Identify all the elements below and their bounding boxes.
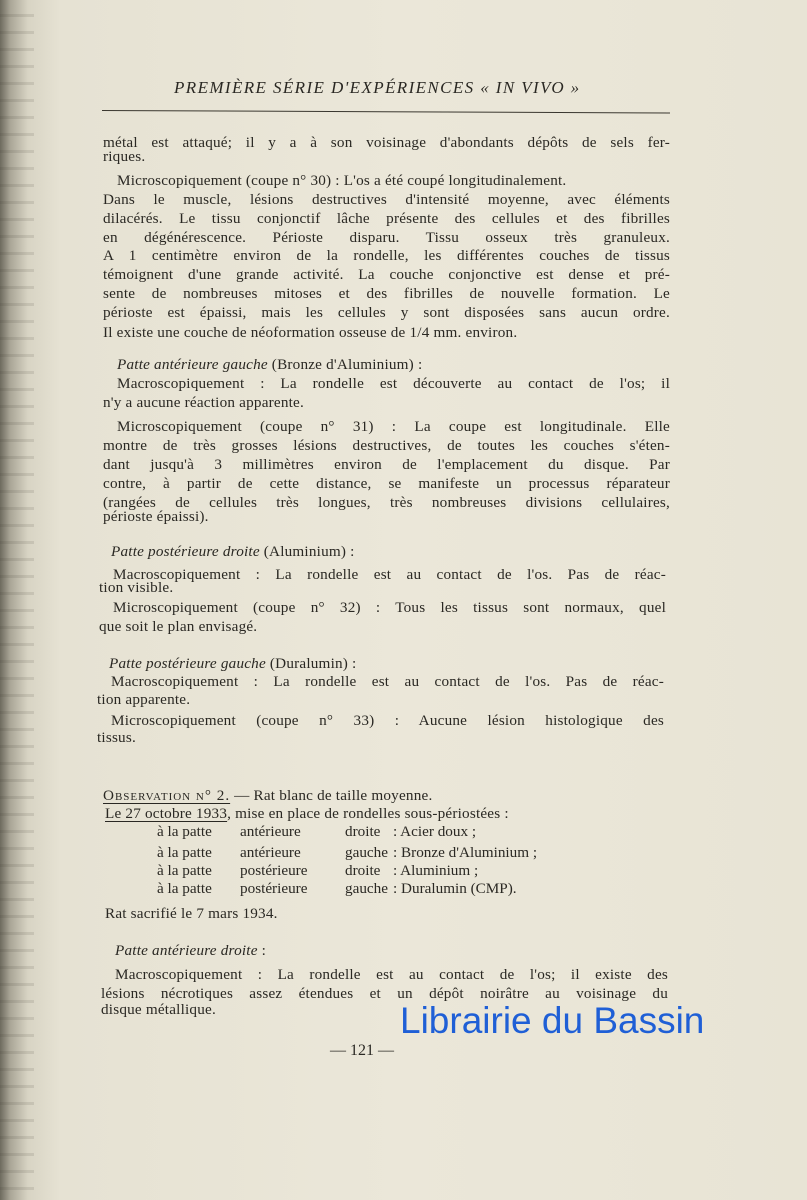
text-line (103, 172, 670, 190)
text-line (99, 579, 666, 597)
text-line (103, 437, 670, 455)
line-text: tion visible. (99, 579, 174, 596)
line-text: que soit le plan envisagé. (99, 618, 258, 635)
line-text: n'y a aucune réaction apparente. (103, 394, 304, 411)
section-title: Patte antérieure gauche (117, 356, 268, 373)
header-rule (102, 110, 670, 113)
text-line (101, 966, 668, 984)
observation-subject: — Rat blanc de taille moyenne. (230, 787, 433, 804)
line-text: en dégénérescence. Périoste disparu. Tissu osseux très granuleux. (103, 229, 670, 246)
text-line (103, 304, 670, 322)
line-text: Microscopiquement (coupe n° 30) : L'os a été coupé longitudinalement. (117, 172, 567, 189)
line-text: témoignent d'une grande activité. La couche conjonctive est dense et pré- (103, 266, 670, 283)
text-line (103, 508, 670, 526)
text-line (103, 375, 670, 393)
line-text: périoste épaissi). (103, 508, 209, 525)
implant-limb: postérieure (240, 880, 308, 897)
text-line (95, 655, 662, 673)
text-line (97, 673, 664, 691)
observation-heading (103, 787, 670, 805)
text-line (103, 266, 670, 284)
sacrifice-line: Rat sacrifié le 7 mars 1934. (105, 905, 278, 922)
section-title: Patte antérieure droite (115, 942, 258, 959)
line-text: dant jusqu'à 3 millimètres environ de l'emplacement du disque. Par (103, 456, 670, 473)
line-text: Microscopiquement (coupe n° 33) : Aucune lésion histologique des (111, 712, 664, 729)
implant-side: gauche (345, 844, 389, 861)
implant-side: droite (345, 823, 381, 840)
implant-limb: antérieure (240, 823, 301, 840)
text-line (97, 729, 664, 747)
implant-limb: postérieure (240, 862, 308, 879)
line-text: riques. (103, 148, 146, 165)
observation-label: Observation n° 2. (103, 787, 231, 804)
line-text: Macroscopiquement : La rondelle est découverte au contact de l'os; il (117, 375, 670, 392)
text-line (103, 475, 670, 493)
text-line (99, 599, 666, 617)
section-title: Patte postérieure droite (111, 543, 260, 560)
text-line (103, 210, 670, 228)
line-text: dilacérés. Le tissu conjonctif lâche présente des cellules et des fibrilles (103, 210, 670, 227)
section-title: Patte postérieure gauche (109, 655, 266, 672)
text-line (103, 418, 670, 436)
implant-prefix: à la patte (157, 880, 212, 897)
implant-value: : Bronze d'Aluminium ; (393, 844, 538, 861)
line-text: Dans le muscle, lésions destructives d'intensité moyenne, avec éléments (103, 191, 670, 208)
line-text: (rangées de cellules très longues, très nombreuses divisions cellulaires, (103, 494, 670, 511)
text-line (103, 394, 670, 412)
line-text: Microscopiquement (coupe n° 31) : La coupe est longitudinale. Elle (117, 418, 670, 435)
watermark: Librairie du Bassin (400, 1000, 705, 1041)
page-number: — 121 — (330, 1042, 394, 1059)
text-line (103, 148, 670, 166)
line-text: Macroscopiquement : La rondelle est au contact de l'os. Pas de réac- (113, 566, 666, 583)
observation-date: Le 27 octobre 1933 (105, 805, 228, 822)
implant-value: : Acier doux ; (393, 823, 477, 840)
line-text: périoste est épaissi, mais les cellules y sont disposées sans aucun ordre. (103, 304, 670, 321)
line-text: métal est attaqué; il y a à son voisinage d'abondants dépôts de sels fer- (103, 134, 670, 151)
line-text: disque métallique. (101, 1001, 216, 1018)
observation-date-rest: , mise en place de rondelles sous-périostées : (227, 805, 509, 822)
line-text: : (257, 942, 267, 959)
text-line (97, 543, 664, 561)
line-text: tion apparente. (97, 691, 191, 708)
text-line (97, 712, 664, 730)
line-text: Macroscopiquement : La rondelle est au contact de l'os; il existe des (115, 966, 668, 983)
running-header: PREMIÈRE SÉRIE D'EXPÉRIENCES « IN VIVO » (174, 78, 581, 97)
text-line (101, 942, 668, 960)
adjacent-page-edge (0, 0, 34, 1200)
line-text: Macroscopiquement : La rondelle est au contact de l'os. Pas de réac- (111, 673, 664, 690)
implant-prefix: à la patte (157, 823, 212, 840)
implant-side: gauche (345, 880, 389, 897)
text-line (103, 247, 670, 265)
text-line (103, 285, 670, 303)
line-text: (Duralumin) : (265, 655, 357, 672)
implant-side: droite (345, 862, 381, 879)
text-line (103, 191, 670, 209)
line-text: montre de très grosses lésions destructives, de toutes les couches s'éten- (103, 437, 670, 454)
implant-prefix: à la patte (157, 862, 212, 879)
line-text: Il existe une couche de néoformation osseuse de 1/4 mm. environ. (103, 324, 518, 341)
implant-value: : Aluminium ; (393, 862, 479, 879)
text-line (103, 324, 670, 342)
text-line (99, 618, 666, 636)
text-line (103, 456, 670, 474)
text-line (97, 691, 664, 709)
line-text: (Bronze d'Aluminium) : (267, 356, 423, 373)
text-line (103, 356, 670, 374)
implant-prefix: à la patte (157, 844, 212, 861)
line-text: Microscopiquement (coupe n° 32) : Tous les tissus sont normaux, quel (113, 599, 666, 616)
line-text: (Aluminium) : (259, 543, 355, 560)
line-text: tissus. (97, 729, 136, 746)
observation-date-line (105, 805, 672, 823)
line-text: sente de nombreuses mitoses et des fibrilles de nouvelle formation. Le (103, 285, 670, 302)
line-text: A 1 centimètre environ de la rondelle, les différentes couches de tissus (103, 247, 670, 264)
implant-limb: antérieure (240, 844, 301, 861)
line-text: contre, à partir de cette distance, se manifeste un processus réparateur (103, 475, 670, 492)
text-line (103, 229, 670, 247)
line-text: lésions nécrotiques assez étendues et un dépôt noirâtre au voisinage du (101, 985, 668, 1002)
implant-value: : Duralumin (CMP). (393, 880, 517, 897)
